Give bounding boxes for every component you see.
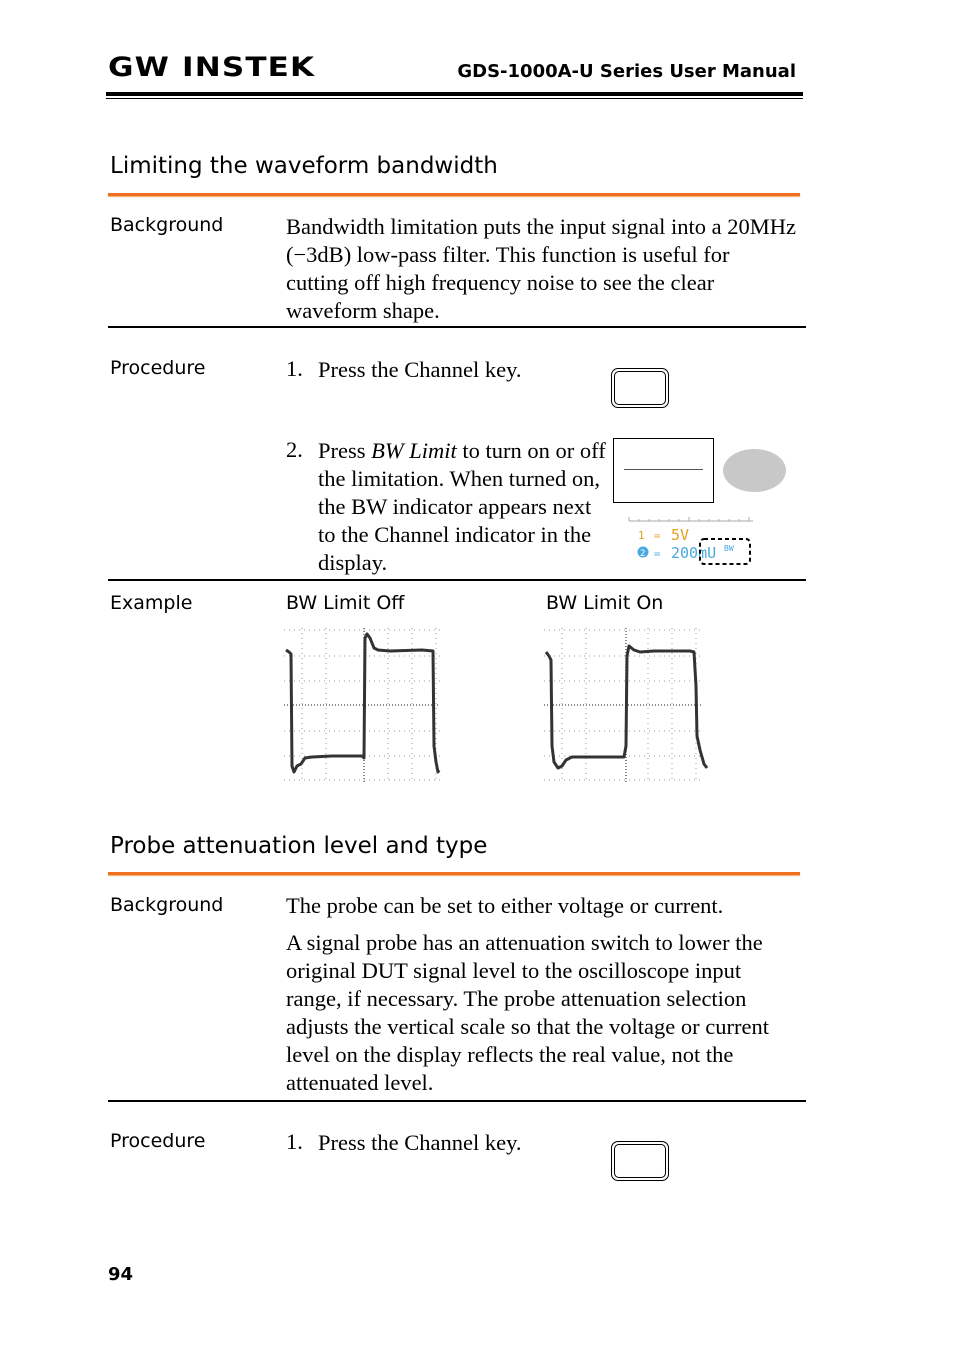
channel-indicator-display: [626, 514, 756, 570]
probe-background-p1: The probe can be set to either voltage or current.: [286, 893, 724, 918]
step-number: 1.: [286, 1129, 303, 1154]
step-text: Press the Channel key.: [318, 1130, 522, 1155]
section-rule-bandwidth: [108, 193, 800, 196]
procedure-label: Procedure: [110, 1130, 206, 1152]
section-title-bandwidth: Limiting the waveform bandwidth: [110, 153, 498, 179]
section-rule-probe: [108, 872, 800, 875]
step-number: 2.: [286, 437, 303, 462]
waveform-bw-off: [282, 626, 444, 786]
gw-instek-logo: GW INSTEK: [108, 52, 316, 83]
procedure-label: Procedure: [110, 357, 206, 379]
separator-1: [108, 326, 806, 328]
section-title-probe: Probe attenuation level and type: [110, 833, 488, 859]
page-number: 94: [108, 1264, 134, 1285]
example-label: Example: [110, 592, 193, 614]
step-number: 1.: [286, 356, 303, 381]
svg-text:≕: ≕: [654, 531, 661, 542]
ch2-volts: 200mU: [671, 544, 717, 562]
header-rule-thin: [106, 98, 803, 99]
channel-key-icon: [611, 368, 669, 408]
svg-text:≕: ≕: [654, 549, 661, 560]
header-rule-thick: [106, 92, 803, 96]
bw-limit-term: BW Limit: [371, 438, 457, 463]
ch2-number: 2: [640, 549, 646, 559]
step-text: Press the Channel key.: [318, 357, 522, 382]
bw-indicator: BW: [724, 544, 734, 553]
separator-3: [108, 1100, 806, 1102]
step-text: Press BW Limit to turn on or off the limitation. When turned on, the BW indicator appears next to the Channel indicator in the display.: [318, 438, 606, 575]
background-label: Background: [110, 894, 224, 916]
channel-key-icon: [611, 1141, 669, 1181]
probe-background-p2: A signal probe has an attenuation switch to lower the original DUT signal level to the oscilloscope input range, if necessary. The probe attenuation selection adjusts the vertical scale so that the voltage or current level on the display reflects the real value, not the attenuated level.: [286, 930, 769, 1095]
ch1-volts: 5V: [671, 526, 690, 544]
bw-limit-softmenu-icon: [613, 438, 714, 503]
bandwidth-background-text: Bandwidth limitation puts the input signal into a 20MHz (−3dB) low-pass filter. This function is useful for cutting off high frequency noise to see the clear waveform shape.: [286, 214, 796, 323]
bw-limit-off-caption: BW Limit Off: [286, 592, 405, 614]
bw-limit-on-caption: BW Limit On: [546, 592, 664, 614]
waveform-bw-on: [542, 626, 710, 786]
menu-button-icon: [723, 449, 786, 492]
background-label: Background: [110, 214, 224, 236]
separator-2: [108, 579, 806, 581]
ch1-number: 1: [638, 529, 645, 542]
manual-title: GDS-1000A-U Series User Manual: [457, 61, 796, 82]
